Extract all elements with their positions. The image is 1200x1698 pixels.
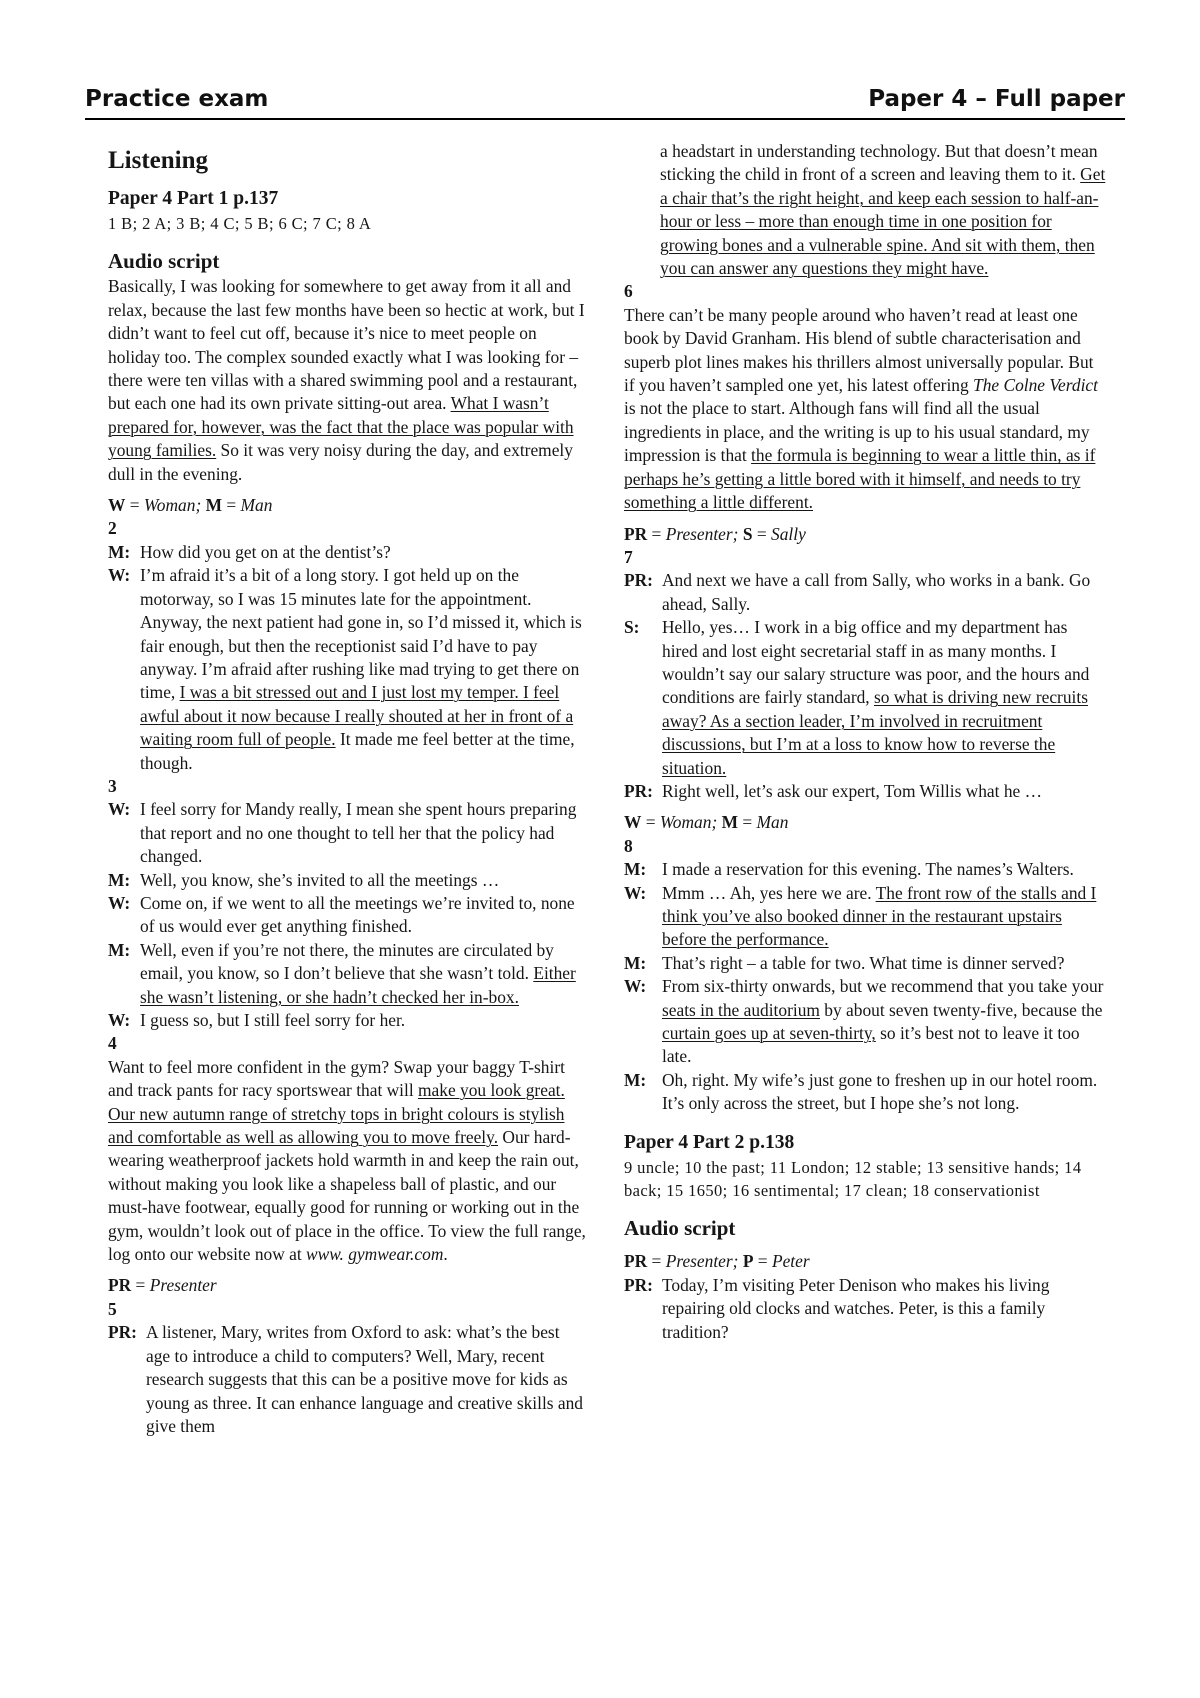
speaker-legend: PR = Presenter; S = Sally: [624, 523, 806, 544]
speaker-legend: PR = Presenter: [108, 1275, 217, 1296]
q3-underline: Either she wasn’t listening, or she hadn’t checked her in-box.: [140, 963, 576, 1007]
header-left: Practice exam: [85, 86, 269, 112]
audio-script-heading: Audio script: [624, 1216, 736, 1241]
q6-number: 6: [624, 281, 633, 302]
q8-turn: M: Oh, right. My wife’s just gone to freshen up in our hotel room. It’s only across the street, but I hope she’s not long.: [624, 1069, 1098, 1114]
speaker-legend: PR = Presenter; P = Peter: [624, 1251, 810, 1272]
part1-heading: Paper 4 Part 1 p.137: [108, 188, 279, 209]
q2-turn: M: How did you get on at the dentist’s?: [108, 541, 391, 562]
q7-turn: S: Hello, yes… I work in a big office and my department has hired and lost eight secretarial staff in as many months. I wouldn’t say our salary structure was poor, and the hours and conditions are fairly standard, so what is driving new recruits away? As a section leader, I’m involved in recruitment discussions, but I’m at a loss to know how to reverse the situation.: [624, 617, 1090, 778]
part2-turn: PR: Today, I’m visiting Peter Denison who makes his living repairing old clocks and watches. Peter, is this a family tradition?: [624, 1274, 1050, 1342]
q6-underline: the formula is beginning to wear a little thin, as if perhaps he’s getting a little bored with it himself, and needs to try something a little different.: [624, 445, 1096, 513]
speaker-legend: W = Woman; M = Man: [624, 812, 789, 833]
left-column: [108, 140, 586, 1438]
q4-underline: make you look great. Our new autumn range of stretchy tops in bright colours is stylish and comfortable as well as allowing you to move freely.: [108, 1080, 565, 1148]
q8-underline: seats in the auditorium: [662, 999, 820, 1020]
q1-text: Basically, I was looking for somewhere to get away from it all and relax, because the last few months have been so hectic at work, but I didn’t want to feel cut off, because it’s nice to meet people on holiday too. The complex sounded exactly what I was looking for – there were ten villas with a shared swimming pool and a restaurant, but each one had its own private sitting-out area. What I wasn’t prepared for, however, was the fact that the place was popular with young families. So it was very noisy during the day, and extremely dull in the evening.: [108, 276, 585, 484]
q3-turn: W: I feel sorry for Mandy really, I mean she spent hours preparing that report and no one thought to tell her that the policy had changed.: [108, 799, 577, 867]
q1-underline: What I wasn’t prepared for, however, was the fact that the place was popular with young families.: [108, 393, 574, 461]
q5-continuation: a headstart in understanding technology. But that doesn’t mean sticking the child in front of a screen and leaving them to it. Get a chair that’s the right height, and keep each session to half-an-hour or less – more than enough time in one position for growing bones and a vulnerable spine. And sit with them, then you can answer any questions they might have.: [660, 141, 1106, 279]
q7-number: 7: [624, 546, 633, 567]
q8-number: 8: [624, 835, 633, 856]
q7-turn: PR: And next we have a call from Sally, who works in a bank. Go ahead, Sally.: [624, 570, 1091, 614]
q5-number: 5: [108, 1298, 117, 1319]
q3-turn: W: Come on, if we went to all the meetings we’re invited to, none of us would ever get anything finished.: [108, 892, 575, 937]
q2-number: 2: [108, 518, 117, 539]
q8-turn: M: I made a reservation for this evening. The names’s Walters.: [624, 859, 1074, 880]
q3-number: 3: [108, 775, 117, 796]
page-header: [85, 86, 1125, 120]
q3-turn: M: Well, even if you’re not there, the minutes are circulated by email, you know, so I don’t believe that she wasn’t told. Either she wasn’t listening, or she hadn’t checked her in-box.: [108, 939, 576, 1007]
q5-underline: Get a chair that’s the right height, and keep each session to half-an-hour or less – more than enough time in one position for growing bones and a vulnerable spine. And sit with them, then you can answer any questions they might have.: [660, 164, 1106, 279]
q7-turn: PR: Right well, let’s ask our expert, Tom Willis what he …: [624, 780, 1042, 801]
q8-turn: W: Mmm … Ah, yes here we are. The front row of the stalls and I think you’ve also booked dinner in the restaurant upstairs before the performance.: [624, 882, 1097, 950]
spacer: [624, 1116, 1106, 1130]
q2-underline: I was a bit stressed out and I just lost my temper. I feel awful about it now because I really shouted at her in front of a waiting room full of people.: [140, 682, 574, 750]
q8-underline: curtain goes up at seven-thirty,: [662, 1023, 876, 1044]
audio-script-heading: Audio script: [108, 249, 220, 274]
q3-turn: W: I guess so, but I still feel sorry for her.: [108, 1010, 406, 1030]
q5-turn: PR: A listener, Mary, writes from Oxford to ask: what’s the best age to introduce a child to computers? Well, Mary, recent research suggests that this can be a positive move for kids as young as three. It can enhance language and creative skills and give them: [108, 1322, 583, 1436]
q8-turn: M: That’s right – a table for two. What time is dinner served?: [624, 952, 1065, 973]
q6-text: There can’t be many people around who haven’t read at least one book by David Granham. His blend of subtle characterisation and superb plot lines makes his thrillers almost universally popular. But if you haven’t sampled one yet, his latest offering The Colne Verdict is not the place to start. Although fans will find all the usual ingredients in place, and the writing is up to his usual standard, my impression is that the formula is beginning to wear a little thin, as if perhaps he’s getting a little bored with it himself, and needs to try something a little different.: [624, 304, 1098, 513]
speaker-legend: W = Woman; M = Man: [108, 495, 273, 516]
header-right: Paper 4 – Full paper: [868, 86, 1125, 112]
q8-turn: W: From six-thirty onwards, but we recommend that you take your seats in the auditorium by about seven twenty-five, because the curtain goes up at seven-thirty, so it’s best not to leave it too late.: [624, 976, 1104, 1067]
part2-answers: 9 uncle; 10 the past; 11 London; 12 stable; 13 sensitive hands; 14 back; 15 1650; 16 sentimental; 17 clean; 18 conservationist: [624, 1157, 1082, 1201]
part1-answers: 1 B; 2 A; 3 B; 4 C; 5 B; 6 C; 7 C; 8 A: [108, 214, 372, 233]
q7-underline: so what is driving new recruits away? As a section leader, I’m involved in recruitment discussions, but I’m at a loss to know how to reverse the situation.: [662, 687, 1088, 778]
q2-turn: W: I’m afraid it’s a bit of a long story. I got held up on the motorway, so I was 15 minutes late for the appointment. Anyway, the next patient had gone in, so I’d missed it, which is fair enough, but then the receptionist said I’d have to pay anyway. I’m afraid after rushing like mad trying to get there on time, I was a bit stressed out and I just lost my temper. I feel awful about it now because I really shouted at her in front of a waiting room full of people. It made me feel better at the time, though.: [108, 565, 582, 773]
right-column: [624, 140, 1106, 1344]
part2-heading: Paper 4 Part 2 p.138: [624, 1131, 795, 1153]
book-title: The Colne Verdict: [973, 375, 1098, 396]
q4-number: 4: [108, 1033, 117, 1054]
website-url: www. gymwear.com: [306, 1244, 444, 1265]
section-title: Listening: [108, 147, 209, 174]
q4-text: Want to feel more confident in the gym? Swap your baggy T-shirt and track pants for racy sportswear that will make you look great. Our new autumn range of stretchy tops in bright colours is stylish and comfortable as well as allowing you to move freely. Our hard-wearing weatherproof jackets hold warmth in and keep the rain out, without making you look like a shapeless ball of plastic, and our must-have footwear, equally good for running or working out in the gym, wouldn’t look out of place in the office. To view the full range, log onto our website now at www. gymwear.com.: [108, 1056, 586, 1265]
q8-underline: The front row of the stalls and I think you’ve also booked dinner in the restaurant upstairs before the performance.: [662, 882, 1097, 950]
q3-turn: M: Well, you know, she’s invited to all the meetings …: [108, 869, 500, 890]
